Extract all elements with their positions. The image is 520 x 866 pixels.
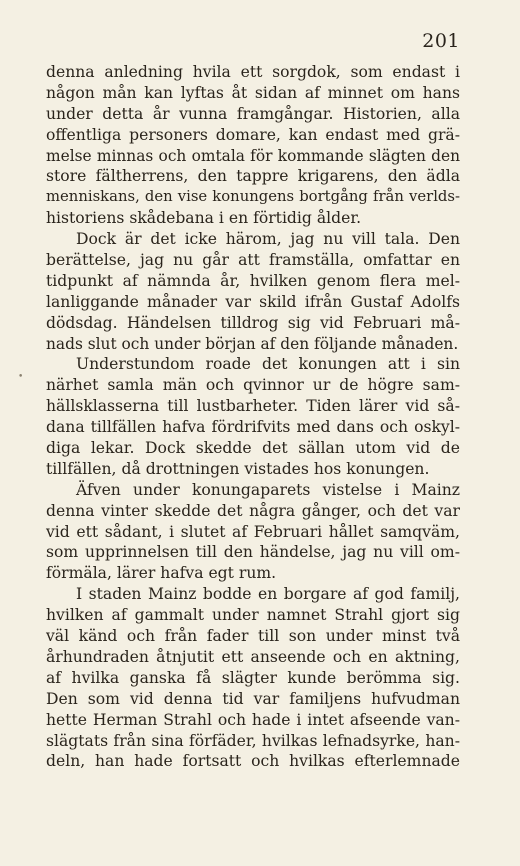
text-line: denna vinter skedde det några gånger, och det var (46, 501, 460, 520)
text-line: Den som vid denna tid var familjens hufvudman (46, 689, 460, 708)
text-line: dana tillfällen hafva fördrifvits med dans och oskyl- (46, 418, 460, 437)
text-line: nads slut och under början af den följande månaden. (46, 334, 459, 353)
text-line: närhet samla män och qvinnor ur de högre sam- (46, 376, 460, 395)
text-line: århundraden åtnjutit ett anseende och en aktning, (46, 647, 460, 666)
text-line: någon mån kan lyftas åt sidan af minnet om hans (46, 83, 460, 102)
text-line: lanliggande månader var skild ifrån Gustaf Adolfs (46, 292, 460, 311)
text-line: tillfällen, då drottningen vistades hos konungen. (46, 459, 430, 478)
text-line: slägtats från sina förfäder, hvilkas lefnadsyrke, han- (46, 731, 460, 750)
text-line: denna anledning hvila ett sorgdok, som endast i (46, 63, 460, 81)
text-line: tidpunkt af nämnda år, hvilken genom flera mel- (46, 271, 460, 290)
text-line: diga lekar. Dock skedde det sällan utom vid de (46, 439, 460, 458)
text-line: väl känd och från fader till son under minst två (46, 627, 460, 646)
text-line: vid ett sådant, i slutet af Februari hållet samqväm, (46, 522, 460, 541)
text-line: historiens skådebana i en förtidig ålder. (46, 209, 362, 228)
text-line: Understundom roade det konungen att i sin (76, 355, 460, 374)
text-line: dödsdag. Händelsen tilldrog sig vid Februari må- (46, 313, 460, 332)
body-text (46, 62, 460, 772)
text-line: af hvilka ganska få slägter kunde berömma sig. (46, 668, 460, 687)
text-line: hvilken af gammalt under namnet Strahl gjort sig (46, 606, 460, 625)
text-line: store fältherrens, den tappre krigarens, den ädla (46, 167, 460, 186)
text-line: deln, han hade fortsatt och hvilkas efterlemnade (46, 752, 460, 771)
text-line: hette Herman Strahl och hade i intet afseende van- (46, 710, 460, 729)
text-line: Dock är det icke härom, jag nu vill tala. Den (76, 230, 460, 249)
text-line: berättelse, jag nu går att framställa, omfattar en (46, 251, 460, 270)
page-number: 201 (422, 30, 460, 52)
text-line: menniskans, den vise konungens bortgång från verlds- (46, 188, 460, 206)
margin-mark: • (18, 372, 24, 382)
text-line: förmäla, lärer hafva egt rum. (46, 564, 277, 583)
text-line: under detta år vunna framgångar. Historien, alla (46, 104, 460, 123)
text-line: offentliga personers domare, kan endast med grä- (46, 125, 460, 144)
text-line: I staden Mainz bodde en borgare af god familj, (76, 585, 460, 604)
text-line: melse minnas och omtala för kommande slägten den (46, 146, 460, 165)
text-line: Äfven under konungaparets vistelse i Mainz (76, 480, 460, 499)
text-line: hällsklasserna till lustbarheter. Tiden lärer vid så- (46, 397, 460, 416)
text-line: som upprinnelsen till den händelse, jag nu vill om- (46, 543, 460, 562)
